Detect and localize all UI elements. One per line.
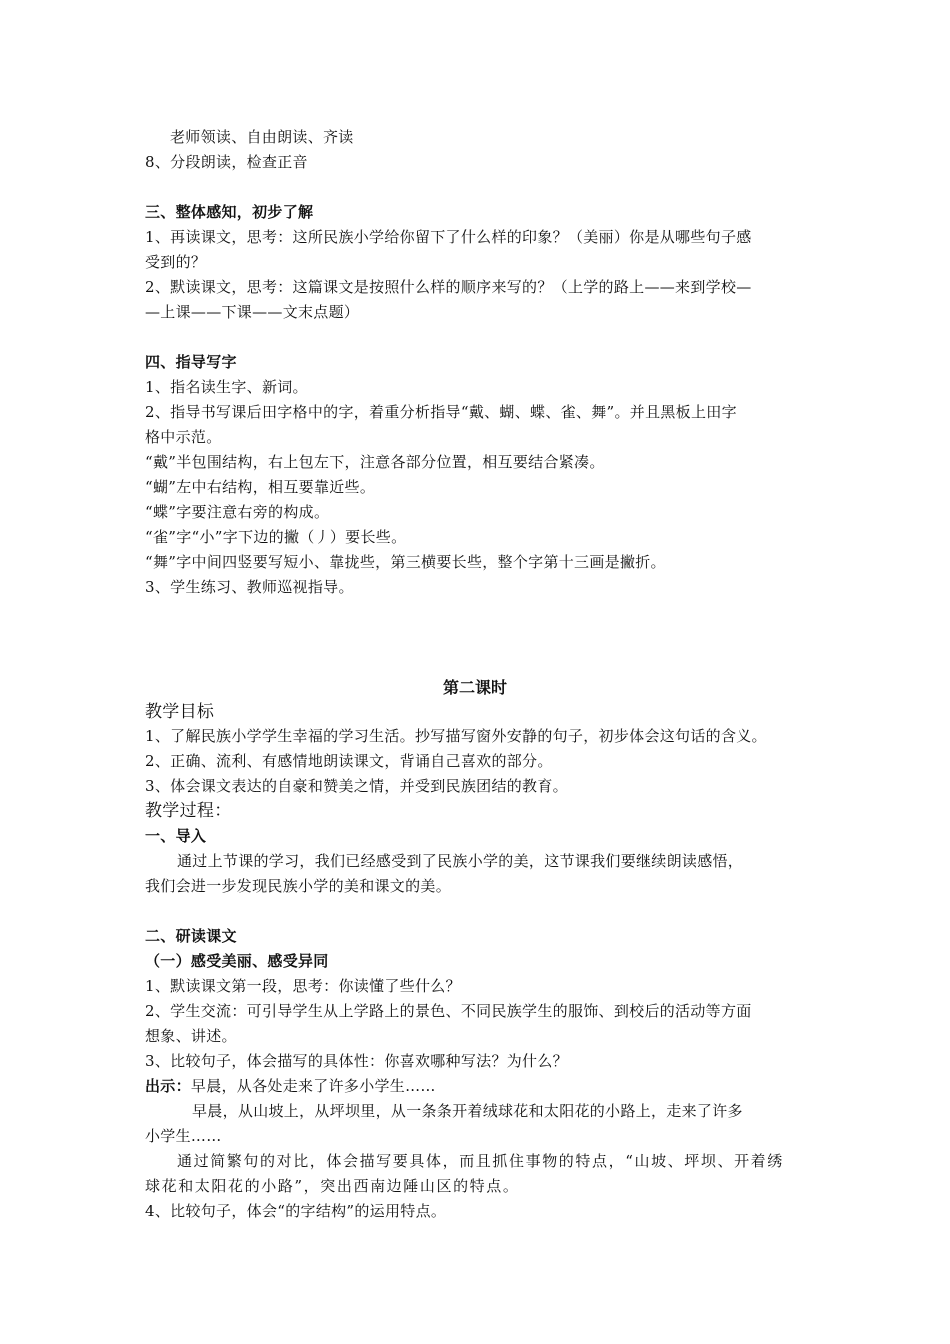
text-line: “蝶”字要注意右旁的构成。 (145, 503, 330, 521)
section-heading: 教学目标 (145, 702, 215, 722)
text-line: 2、正确、流利、有感情地朗读课文，背诵自己喜欢的部分。 (145, 752, 553, 770)
text-line: 1、默读课文第一段，思考：你读懂了些什么？ (145, 977, 461, 995)
text-line: 3、体会课文表达的自豪和赞美之情，并受到民族团结的教育。 (145, 777, 568, 795)
text-line: “蝴”左中右结构，相互要靠近些。 (145, 478, 376, 496)
text-line: “戴”半包围结构，右上包左下，注意各部分位置，相互要结合紧凑。 (145, 453, 605, 471)
text-line: 通过上节课的学习，我们已经感受到了民族小学的美，这节课我们要继续朗读感悟， (177, 852, 744, 870)
text-line: 1、指名读生字、新词。 (145, 378, 308, 396)
lesson-title: 第二课时 (442, 678, 507, 697)
text-line: 3、比较句子，体会描写的具体性：你喜欢哪种写法？为什么？ (145, 1052, 568, 1070)
text-line: 我们会进一步发现民族小学的美和课文的美。 (145, 877, 452, 895)
text-line: 小学生…… (145, 1127, 222, 1145)
text-line: —上课——下课——文末点题） (145, 303, 360, 321)
text-line: 2、指导书写课后田字格中的字，着重分析指导“戴、蝴、蝶、雀、舞”。并且黑板上田字 (145, 403, 737, 421)
section-heading: 四、指导写字 (145, 353, 237, 371)
text-line: “舞”字中间四竖要写短小、靠拢些，第三横要长些，整个字第十三画是撇折。 (145, 553, 666, 571)
text-line: 1、了解民族小学学生幸福的学习生活。抄写描写窗外安静的句子，初步体会这句话的含义。 (145, 727, 767, 745)
text-line: 通过简繁句的对比，体会描写要具体，而且抓住事物的特点，“山坡、坪坝、开着绣 (177, 1152, 784, 1170)
text-line: 早晨，从山坡上，从坪坝里，从一条条开着绒球花和太阳花的小路上，走来了许多 (192, 1102, 743, 1120)
section-heading: 二、研读课文 (145, 927, 237, 945)
section-heading: 一、导入 (145, 827, 207, 845)
subsection-heading: （一）感受美丽、感受异同 (145, 952, 329, 970)
section-heading: 教学过程： (145, 801, 232, 821)
text-line: 3、学生练习、教师巡视指导。 (145, 578, 354, 596)
text-line: 2、默读课文，思考：这篇课文是按照什么样的顺序来写的？（上学的路上——来到学校— (145, 278, 752, 296)
text-line: 球花和太阳花的小路”，突出西南边陲山区的特点。 (145, 1177, 520, 1195)
text-line (145, 1076, 436, 1096)
section-heading: 三、整体感知，初步了解 (145, 203, 314, 221)
text-line: 格中示范。 (145, 428, 222, 446)
text-line: 老师领读、自由朗读、齐读 (170, 128, 354, 146)
text-line: “雀”字“小”字下边的撇（丿）要长些。 (145, 528, 407, 546)
text-line: 8、分段朗读，检查正音 (145, 153, 308, 171)
text-line: 想象、讲述。 (145, 1027, 237, 1045)
text-line: 2、学生交流：可引导学生从上学路上的景色、不同民族学生的服饰、到校后的活动等方面 (145, 1002, 752, 1020)
example-sentence: 早晨，从各处走来了许多小学生…… (190, 1077, 436, 1095)
text-line: 1、再读课文，思考：这所民族小学给你留下了什么样的印象？（美丽）你是从哪些句子感 (145, 228, 752, 246)
show-label: 出示： (145, 1077, 191, 1095)
text-line: 受到的？ (145, 253, 207, 271)
text-line: 4、比较句子，体会“的字结构”的运用特点。 (145, 1202, 447, 1220)
